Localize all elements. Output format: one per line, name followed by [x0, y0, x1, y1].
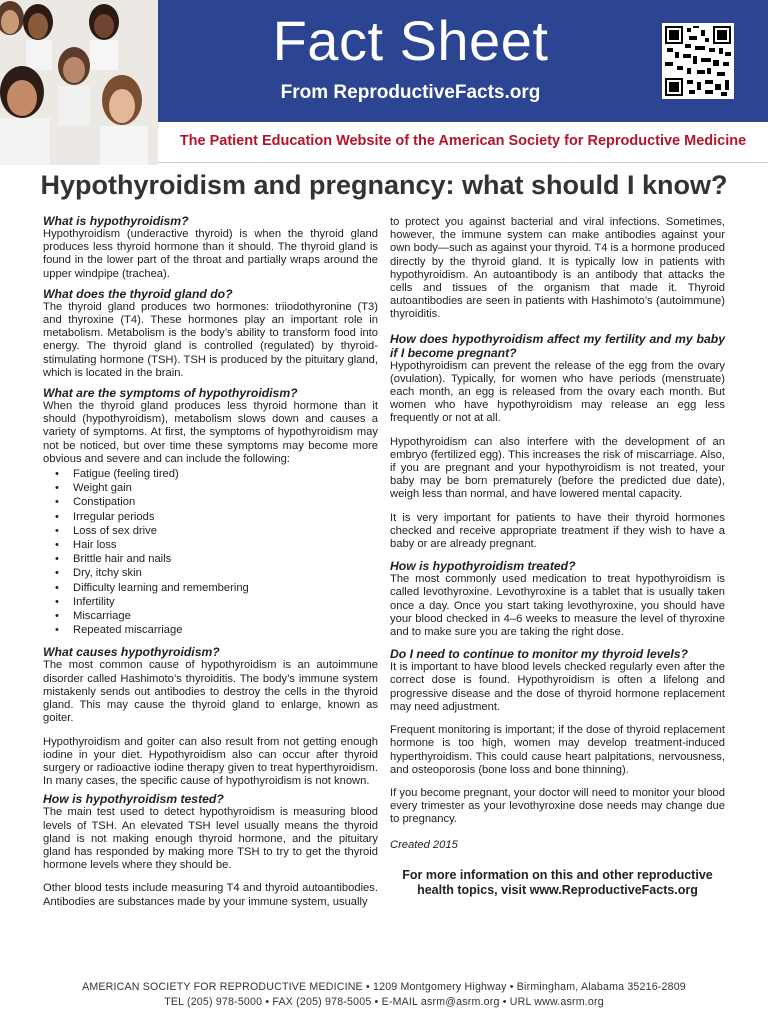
list-item: • Miscarriage: [55, 609, 378, 623]
list-item: • Hair loss: [55, 538, 378, 552]
list-item: • Fatigue (feeling tired): [55, 467, 378, 481]
from-website: From ReproductiveFacts.org: [280, 82, 541, 103]
list-item: • Constipation: [55, 495, 378, 509]
footer: [0, 980, 768, 1010]
symptom-list: [55, 467, 378, 637]
section-heading: What are the symptoms of hypothyroidism?: [43, 386, 298, 401]
list-item: • Brittle hair and nails: [55, 552, 378, 566]
qr-code[interactable]: [662, 23, 734, 99]
paragraph: The main test used to detect hypothyroidism is measuring blood levels of TSH. An elevated TSH level usually means the thyroid gland is not making enough thyroid hormone, and the pituitary gland has responded by making more TSH to try to get the thyroid hormone levels where they should be.: [43, 806, 378, 872]
paragraph: If you become pregnant, your doctor will need to monitor your blood every trimester as your levothyroxine dose needs may change due to pregnancy.: [390, 786, 725, 826]
footer-contact: TEL (205) 978-5000 • FAX (205) 978-5005 • E-MAIL asrm@asrm.org • URL www.asrm.org: [164, 996, 604, 1008]
section-heading: How does hypothyroidism affect my fertility and my baby if I become pregnant?: [390, 331, 725, 360]
more-info-link[interactable]: For more information on this and other reproductive health topics, visit www.ReproductiveFacts.org: [402, 867, 713, 897]
paragraph: Hypothyroidism can also interfere with the development of an embryo (fertilized egg). This increases the risk of miscarriage. Also, if you are pregnant and your hypothyroidism is not treated, your baby may be born prematurely (before the predicted due date), weigh less than normal, and have lowered mental capacity.: [390, 435, 725, 501]
list-item: • Loss of sex drive: [55, 524, 378, 538]
paragraph: It is very important for patients to have their thyroid hormones checked and receive appropriate treatment if they wish to have a baby or are already pregnant.: [390, 511, 725, 551]
section-heading: Do I need to continue to monitor my thyroid levels?: [390, 647, 688, 662]
document-title: Hypothyroidism and pregnancy: what should I know?: [40, 170, 728, 200]
section-heading: What causes hypothyroidism?: [43, 645, 220, 660]
list-item: • Infertility: [55, 595, 378, 609]
paragraph: When the thyroid gland produces less thyroid hormone than it should (hypothyroidism), metabolism slows down and causes a variety of symptoms. At first, the symptoms of hypothyroidism may not be noticed, but over time these symptoms may become more obvious and severe and can include the following:: [43, 400, 378, 465]
list-item: • Irregular periods: [55, 510, 378, 524]
asrm-tagline: The Patient Education Website of the American Society for Reproductive Medicine: [179, 133, 747, 149]
paragraph: Hypothyroidism can prevent the release of the egg from the ovary (ovulation). Typically, for women who have periods (menstruate) each month, an egg is released from the ovary each month. But women who have hypothyroidism may release an egg less frequently or not at all.: [390, 359, 725, 425]
list-item: • Difficulty learning and remembering: [55, 581, 378, 595]
right-column: [390, 216, 725, 898]
list-item: • Dry, itchy skin: [55, 566, 378, 580]
paragraph: The thyroid gland produces two hormones: triiodothyronine (T3) and thyroxine (T4). These hormones play an important role in metabolism. Metabolism is the body’s ability to transform food into energy. The thyroid gland is controlled (regulated) by thyroid-stimulating hormone (TSH). TSH is produced by the pituitary gland, which is located in the brain.: [43, 300, 378, 379]
list-item: • Weight gain: [55, 481, 378, 495]
section-heading: How is hypothyroidism tested?: [43, 792, 224, 807]
section-heading: How is hypothyroidism treated?: [390, 559, 576, 574]
fact-sheet-title: Fact Sheet: [272, 9, 549, 72]
section-heading: What is hypothyroidism?: [43, 214, 189, 228]
paragraph: The most commonly used medication to treat hypothyroidism is called levothyroxine. Levothyroxine is a tablet that is usually taken once a day. Once you start taking levothyroxine, you should have your blood checked in 4–6 weeks to measure the level of thyroxine and to make sure you are taking the right dose.: [390, 573, 725, 639]
paragraph: Hypothyroidism (underactive thyroid) is when the thyroid gland produces less thyroid hormone than it should. The thyroid gland is found in the lower part of the throat and partially wraps around the upper windpipe (trachea).: [43, 228, 378, 280]
paragraph: Hypothyroidism and goiter can also result from not getting enough iodine in your diet. Hypothyroidism also can occur after thyroid surgery or radioactive iodine therapy given to treat hyperthyroidism. In many cases, the specific cause of hypothyroidism is not known.: [43, 735, 378, 788]
women-group-photo: [0, 0, 158, 165]
section-heading: What does the thyroid gland do?: [43, 286, 233, 301]
paragraph: The most common cause of hypothyroidism is an autoimmune disorder called Hashimoto’s thyroiditis. The body’s immune system mistakenly sends out antibodies to destroy the cells in the thyroid gland. This may cause the thyroid gland to enlarge, known as goiter.: [43, 659, 378, 725]
header-divider: [158, 162, 768, 163]
paragraph: It is important to have blood levels checked regularly even after the correct dose is found. Hypothyroidism is often a lifelong and progressive disease and the dose of thyroid hormone replacement may need adjustment.: [390, 661, 725, 713]
created-date: Created 2015: [390, 838, 458, 851]
footer-address: AMERICAN SOCIETY FOR REPRODUCTIVE MEDICINE • 1209 Montgomery Highway • Birmingham, Alabama 35216-2809: [82, 981, 686, 993]
paragraph: Other blood tests include measuring T4 and thyroid autoantibodies. Antibodies are substances made by your immune system, usually: [43, 882, 378, 908]
list-item: • Repeated miscarriage: [55, 623, 378, 637]
paragraph: Frequent monitoring is important; if the dose of thyroid replacement hormone is too high, women may develop treatment-induced hyperthyroidism. This could cause heart palpitations, nervousness, and osteoporosis (bone loss and bone thinning).: [390, 724, 725, 776]
left-column: [43, 214, 378, 909]
paragraph: to protect you against bacterial and viral infections. Sometimes, however, the immune system can make antibodies against your own body—such as against your thyroid. T4 is a hormone produced directly by the thyroid gland. It is typically low in patients with hypothyroidism. An autoantibody is an antibody that attacks the cells and tissues of the organism that made it. Thyroid autoantibodies are seen in patients with Hashimoto’s (autoimmune) thyroiditis.: [390, 216, 725, 321]
